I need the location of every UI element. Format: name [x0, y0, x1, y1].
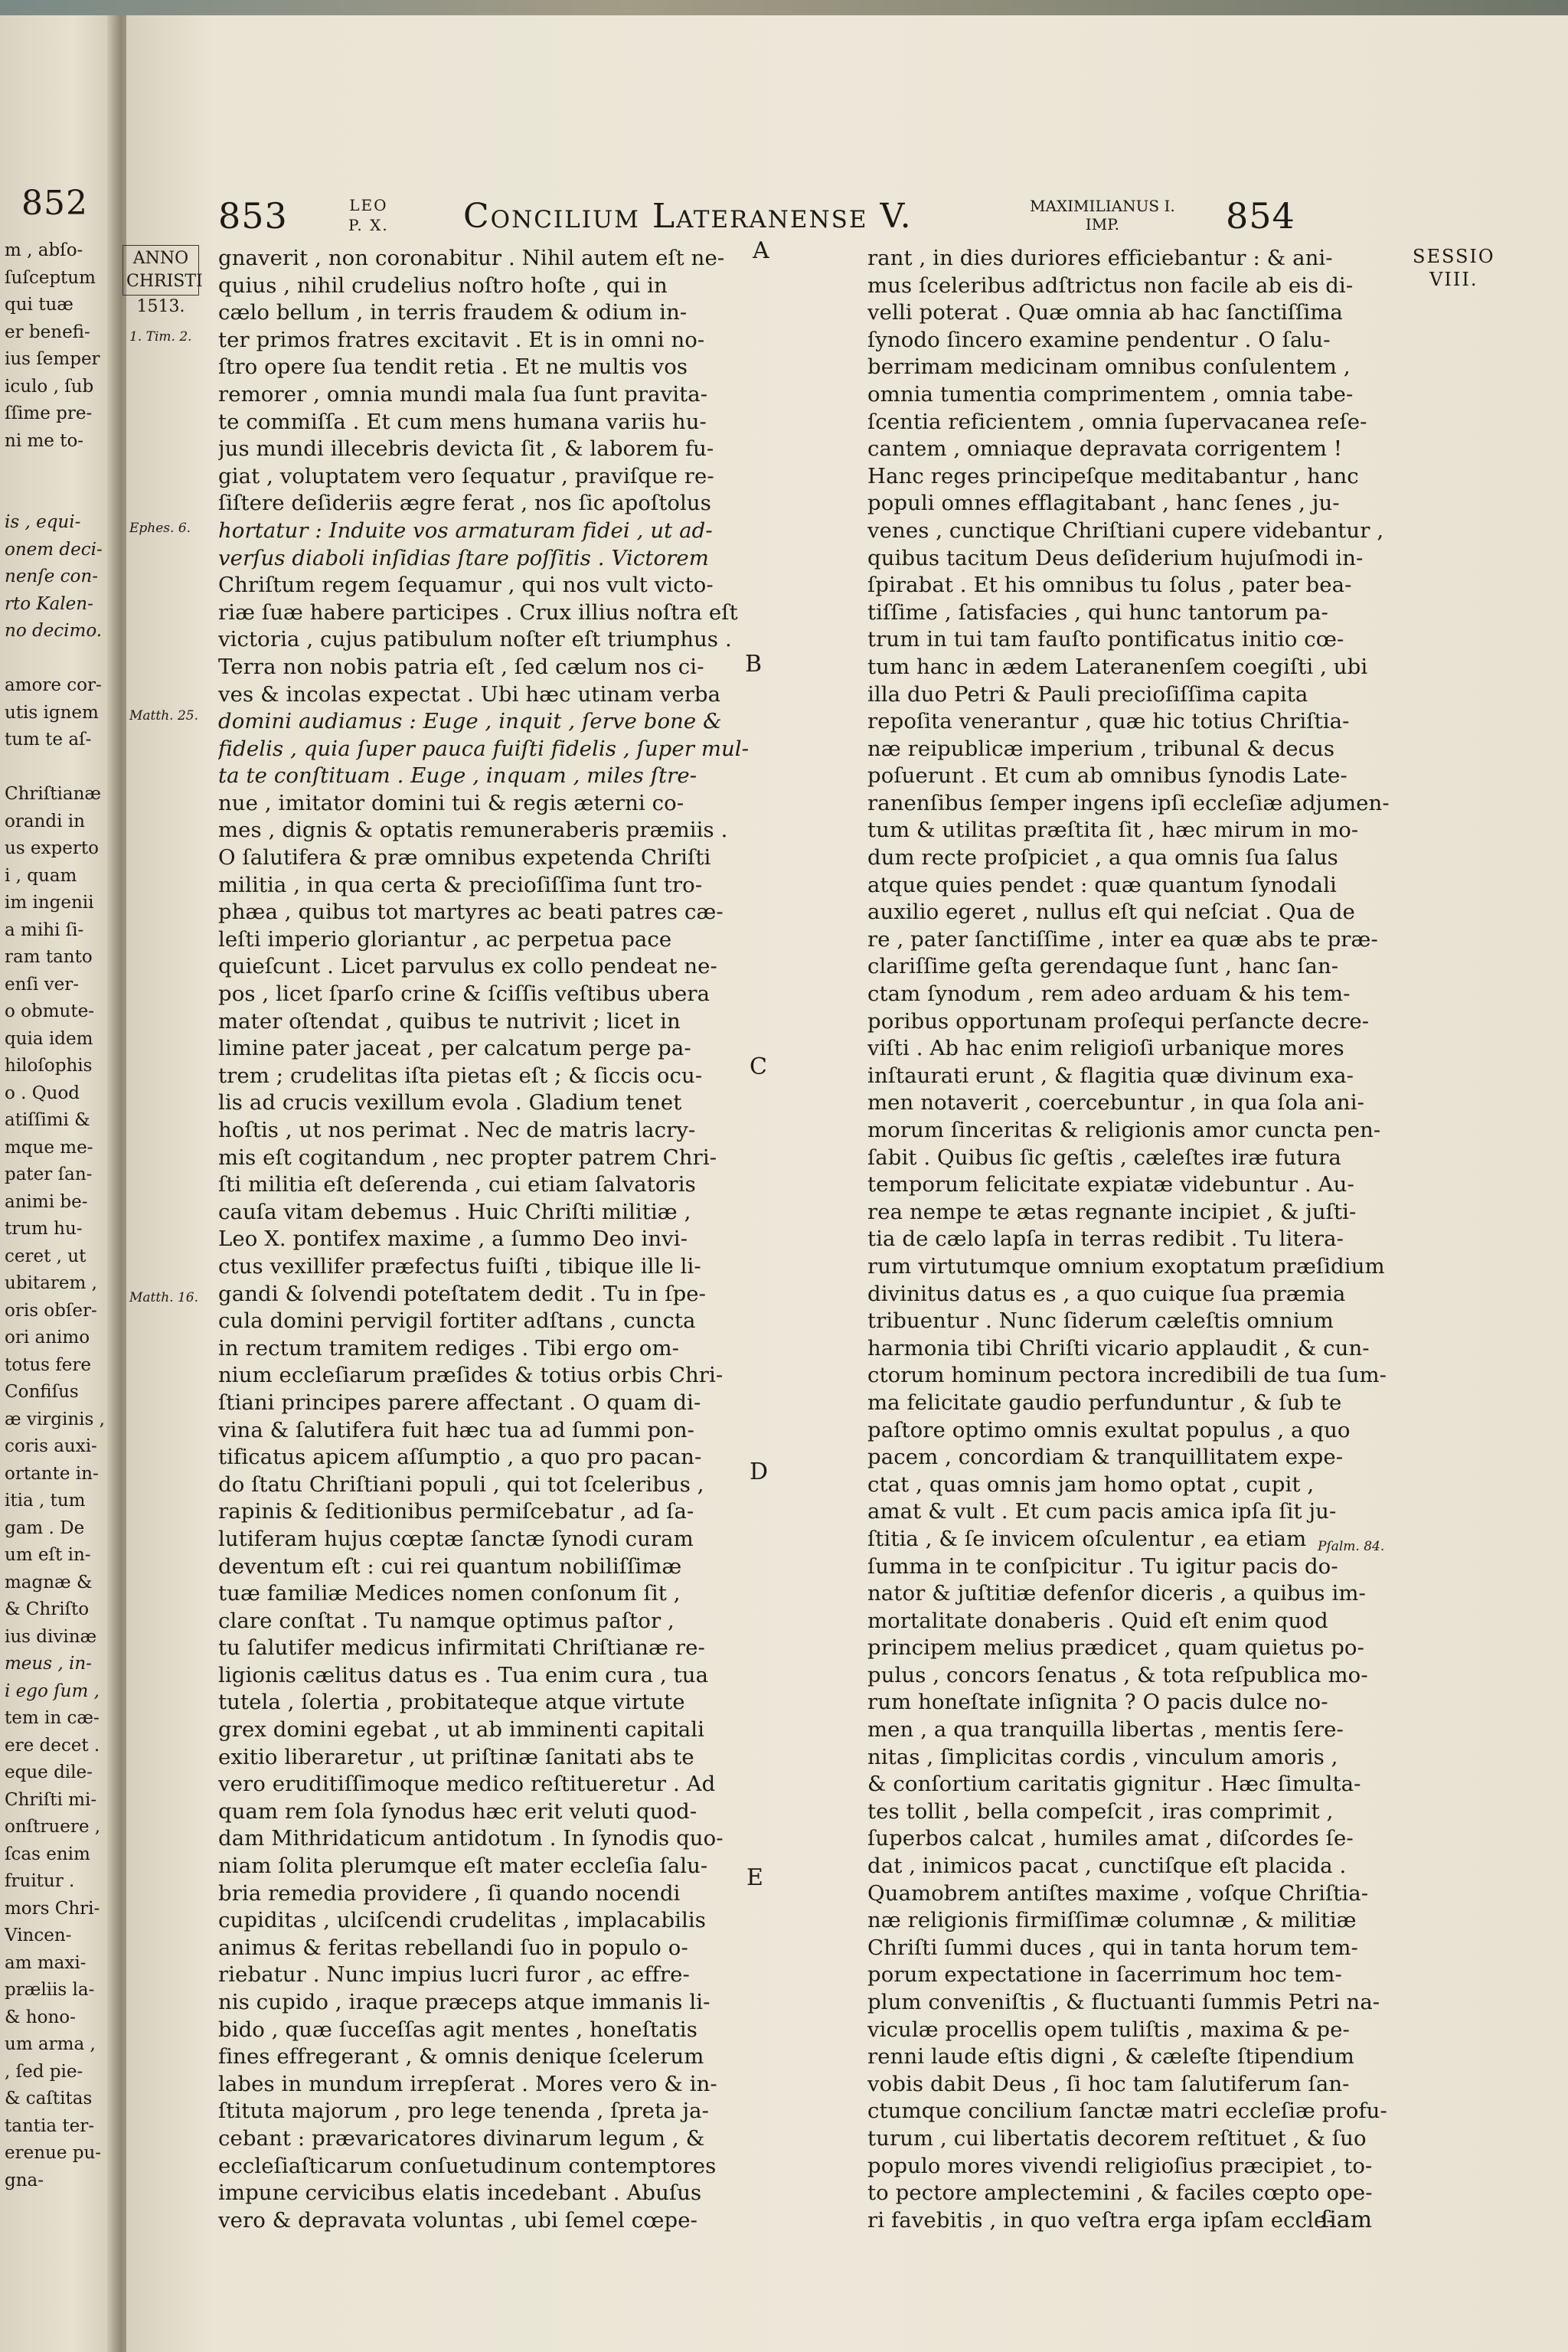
text-line: O ſalutifera & præ omnibus expetenda Chriſti: [218, 845, 711, 871]
text-line: rant , in dies duriores efficiebantur : & ani-: [867, 246, 1333, 270]
text-line: & conſortium caritatis gignitur . Hæc ſimulta-: [867, 1772, 1361, 1797]
left-page-line: i ego ſum ,: [5, 1681, 100, 1701]
left-page-line: pater ſan-: [5, 1165, 93, 1184]
text-line: pos , licet ſparſo crine & ſciſſis veſtibus ubera: [218, 982, 710, 1007]
text-line: tia de cælo lapſa in terras redibit . Tu litera-: [867, 1227, 1344, 1252]
left-page-line: utis ignem: [5, 702, 99, 723]
left-page-line: ceret , ut: [5, 1246, 87, 1266]
left-page-line: oris obſer-: [5, 1300, 97, 1321]
text-line: ri favebitis , in quo veſtra erga ipſam eccle-: [867, 2207, 1334, 2233]
text-line: clare conſtat . Tu namque optimus paſtor ,: [218, 1608, 675, 1633]
text-line: omnia tumentia comprimentem , omnia tabe-: [867, 381, 1354, 407]
text-line: Chriſti ſummi duces , qui in tanta horum tem-: [867, 1935, 1358, 1960]
emperor-name: MAXIMILIANUS I.: [1030, 197, 1175, 215]
text-line: riæ ſuæ habere participes . Crux illius noſtra eſt: [218, 599, 738, 625]
text-line: clariſſime geſta gerendaque ſunt , hanc ſan-: [867, 954, 1339, 979]
left-page-line: ere decet .: [5, 1735, 100, 1756]
text-line: ctat , quas omnis jam homo optat , cupit ,: [867, 1472, 1315, 1497]
left-page-line: gam . De: [5, 1517, 85, 1538]
left-page-line: meus , in-: [5, 1654, 92, 1674]
text-line: ctumque concilium ſanctæ matri eccleſiæ profu-: [867, 2099, 1387, 2124]
text-line: harmonia tibi Chriſti vicario applaudit , & cun-: [867, 1335, 1370, 1361]
text-line: ſtiani principes parere affectant . O quam di-: [218, 1390, 701, 1415]
left-page-line: animi be-: [5, 1191, 88, 1212]
text-line: fines effregerant , & omnis denique ſcelerum: [218, 2044, 704, 2069]
left-page-line: Confiſus: [5, 1382, 79, 1402]
text-line: pulus , concors ſenatus , & tota reſpublica mo-: [867, 1662, 1368, 1687]
margin-note-matth25: Matth. 25.: [129, 708, 198, 724]
text-line: cauſa vitam debemus . Huic Chriſti militiæ ,: [218, 1199, 691, 1224]
text-line: vero eruditiſſimoque medico reſtitueretur . Ad: [218, 1772, 716, 1797]
left-page-line: [5, 754, 119, 782]
text-line: ſuperbos calcat , humiles amat , diſcordes ſe-: [867, 1826, 1354, 1851]
text-line: principem melius prædicet , quam quietus po-: [867, 1635, 1364, 1661]
left-page-line: ortante in-: [5, 1463, 99, 1484]
text-line: quibus tacitum Deus deſiderium hujuſmodi in-: [867, 545, 1364, 570]
text-line: mus ſceleribus adſtrictus non facile ab eis di-: [867, 273, 1354, 298]
text-line: eccleſiaſticarum conſuetudinum contemptores: [218, 2153, 717, 2178]
left-page-line: mors Chri-: [5, 1898, 100, 1919]
left-page-line: amore cor-: [5, 675, 102, 695]
text-line: ſcentia reficientem , omnia ſupervacanea reſe-: [867, 409, 1367, 434]
text-line: gnaverit , non coronabitur . Nihil autem eſt ne-: [218, 246, 725, 270]
left-page-number: 852: [21, 184, 88, 223]
text-line: ſpirabat . Et his omnibus tu ſolus , pater bea-: [867, 573, 1352, 598]
text-line: quieſcunt . Licet parvulus ex collo pendeat ne-: [218, 954, 717, 979]
text-line: ctorum hominum pectora incredibili de tua ſum-: [867, 1363, 1387, 1388]
text-line: mortalitate donaberis . Quid eſt enim quod: [867, 1608, 1328, 1633]
emperor-title: IMP.: [1085, 215, 1119, 234]
year-anno: ANNO: [132, 249, 189, 268]
margin-note-psalm: Pſalm. 84.: [1318, 1539, 1385, 1554]
text-line: nis cupido , iraque præceps atque immanis li-: [218, 1990, 710, 2014]
section-letter-c: C: [750, 1054, 767, 1080]
text-line: ſumma in te conſpicitur . Tu igitur pacis do-: [867, 1553, 1338, 1579]
text-line: ſabit . Quibus ſic geſtis , cæleſtes iræ futura: [867, 1145, 1341, 1170]
pope-heading: [348, 195, 389, 235]
text-line: ctam ſynodum , rem adeo arduam & his tem-: [867, 982, 1351, 1007]
page-title: Concilium Lateranense V.: [463, 197, 913, 236]
text-line: renni laude eſtis digni , & cæleſte ſtipendium: [867, 2044, 1354, 2069]
text-line: plum conveniſtis , & fluctuanti ſummis Petri na-: [867, 1990, 1380, 2014]
left-page-line: qui tuæ: [5, 295, 74, 315]
left-page-line: mque me-: [5, 1137, 93, 1158]
left-page-line: trum hu-: [5, 1219, 83, 1239]
text-column-left: [218, 245, 831, 2234]
year-note: [122, 245, 203, 318]
left-page-text: [5, 237, 119, 2194]
text-line: dum recte proſpiciet , a qua omnis ſua ſalus: [867, 845, 1338, 871]
left-page-line: fruitur .: [5, 1871, 75, 1891]
left-page-line: ſſime pre-: [5, 403, 93, 423]
left-page-line: , ſed pie-: [5, 2061, 83, 2082]
text-line: cantem , omniaque depravata corrigentem !: [867, 436, 1343, 462]
left-page-line: quia idem: [5, 1028, 93, 1049]
left-page-line: ſuſceptum: [5, 267, 96, 288]
text-line: dat , inimicos pacat , cunctiſque eſt placida .: [867, 1854, 1347, 1879]
text-line: ſtituta majorum , pro lege tenenda , ſpreta ja-: [218, 2099, 709, 2124]
page-number-left: 853: [218, 195, 288, 237]
text-line: to pectore amplectemini , & faciles cœpto ope-: [867, 2180, 1373, 2206]
text-line: nitas , ſimplicitas cordis , vinculum amoris ,: [867, 1744, 1338, 1769]
text-line: Leo X. pontifex maxime , a ſummo Deo invi-: [218, 1227, 688, 1252]
left-page-line: Chriſtianæ: [5, 784, 102, 804]
text-line: næ religionis firmiſſimæ columnæ , & militiæ: [867, 1908, 1357, 1933]
text-line: niam ſolita plerumque eſt mater eccleſia ſalu-: [218, 1854, 708, 1879]
left-page-line: ori animo: [5, 1328, 90, 1348]
left-page-line: atiſſimi &: [5, 1110, 90, 1130]
left-page-line: tem in cæ-: [5, 1708, 100, 1728]
text-line: grex domini egebat , ut ab imminenti capitali: [218, 1717, 704, 1743]
text-line: ves & incolas expectat . Ubi hæc utinam verba: [218, 681, 721, 707]
left-page-line: iculo , ſub: [5, 376, 94, 397]
year-christi: CHRISTI: [126, 272, 203, 291]
left-page-line: ram tanto: [5, 947, 93, 967]
text-line: militia , in qua certa & precioſiſſima ſunt tro-: [218, 872, 703, 897]
left-page-line: um arma ,: [5, 2034, 96, 2054]
text-line: Terra non nobis patria eſt , ſed cælum nos ci-: [218, 654, 704, 679]
text-line: impune cervicibus elatis incedebant . Abuſus: [218, 2180, 702, 2206]
main-page: [126, 15, 1568, 2352]
text-line: trum in tui tam fauſto pontificatus initio cœ-: [867, 627, 1344, 652]
text-line: rea nempe te ætas regnante incipiet , & juſti-: [867, 1199, 1357, 1224]
section-letter-e: E: [746, 1864, 763, 1891]
left-page-line: erenue pu-: [5, 2143, 102, 2163]
text-line: do ſtatu Chriſtiani populi , qui tot ſceleribus ,: [218, 1472, 704, 1497]
text-line: hoſtis , ut nos perimat . Nec de matris lacry-: [218, 1118, 696, 1142]
left-page-line: & Chriſto: [5, 1599, 90, 1619]
left-page-line: m , abſo-: [5, 240, 83, 260]
left-page-line: eque dile-: [5, 1762, 93, 1782]
text-line: auxilio egeret , nullus eſt qui neſciat . Qua de: [867, 900, 1355, 925]
left-page-line: [5, 455, 119, 482]
text-line: exitio liberaretur , ut priſtinæ ſanitati abs te: [218, 1744, 694, 1769]
text-line: lis ad crucis vexillum evola . Gladium tenet: [218, 1090, 682, 1116]
left-page-line: um eſt in-: [5, 1545, 91, 1565]
text-line: rum honeſtate inſignita ? O pacis dulce no-: [867, 1690, 1328, 1715]
left-page-line: orandi in: [5, 811, 85, 831]
text-line: domini audiamus : Euge , inquit , ſerve bone &: [218, 709, 722, 734]
text-line: berrimam medicinam omnibus conſulentem ,: [867, 354, 1351, 380]
emperor-heading: [1030, 197, 1175, 234]
text-line: nium eccleſiarum præſides & totius orbis Chri-: [218, 1363, 724, 1388]
text-line: ta te conſtituam . Euge , inquam , miles ſtre-: [218, 763, 697, 789]
text-line: verſus diaboli inſidias ſtare poſſitis . Victorem: [218, 545, 709, 570]
text-column-right: [867, 245, 1442, 2234]
margin-note-ephes: Ephes. 6.: [129, 521, 191, 536]
text-line: turum , cui libertatis decorem reſtituet , & ſuo: [867, 2125, 1367, 2151]
text-line: men , a qua tranquilla libertas , mentis ſere-: [867, 1717, 1344, 1743]
text-line: cebant : prævaricatores divinarum legum , &: [218, 2125, 705, 2151]
left-page-line: [5, 482, 119, 510]
session-label: SESSIO: [1413, 246, 1495, 267]
text-line: deventum eſt : cui rei quantum nobiliſſimæ: [218, 1553, 682, 1579]
left-page-line: ius divinæ: [5, 1626, 97, 1647]
left-page-line: coris auxi-: [5, 1436, 97, 1456]
text-line: divinitus datus es , a quo cuique ſua præmia: [867, 1281, 1346, 1306]
text-line: re , pater ſanctiſſime , inter ea quæ abs te præ-: [867, 926, 1378, 952]
text-line: mis eſt cogitandum , nec propter patrem Chri-: [218, 1145, 717, 1170]
text-line: ligionis cælitus datus es . Tua enim cura , tua: [218, 1662, 709, 1687]
year-box: [122, 245, 203, 296]
text-line: animus & feritas rebellandi ſuo in populo o-: [218, 1935, 688, 1960]
text-line: ſtro opere ſua tendit retia . Et ne multis vos: [218, 354, 688, 380]
text-line: ſiſtere deſideriis ægre ferat , nos ſic apoſtolus: [218, 491, 711, 516]
left-page-line: ſcas enim: [5, 1844, 90, 1864]
left-page-line: totus fere: [5, 1354, 91, 1375]
text-line: men notaverit , coercebuntur , in qua ſola ani-: [867, 1090, 1365, 1116]
left-page-line: hiloſophis: [5, 1056, 93, 1076]
text-line: tu ſalutifer medicus infirmitati Chriſtianæ re-: [218, 1635, 705, 1661]
text-line: ranenſibus ſemper ingens ipſi eccleſiæ adjumen-: [867, 790, 1390, 815]
text-line: cula domini pervigil fortiter adſtans , cuncta: [218, 1308, 696, 1334]
text-line: victoria , cujus patibulum noſter eſt triumphus .: [218, 627, 732, 652]
year-value: 1513.: [136, 297, 185, 316]
text-line: quam rem ſola ſynodus hæc erit veluti quod-: [218, 1798, 697, 1824]
text-line: paſtore optimo omnis exultat populus , a quo: [867, 1417, 1351, 1442]
margin-note-tim: 1. Tim. 2.: [129, 329, 192, 345]
text-line: labes in mundum irrepſerat . Mores vero & in-: [218, 2071, 717, 2096]
text-line: vobis dabit Deus , ſi hoc tam ſalutiferum ſan-: [867, 2071, 1350, 2096]
text-line: tes tollit , bella compeſcit , iras comprimit ,: [867, 1798, 1334, 1824]
text-line: in rectum tramitem rediges . Tibi ergo om-: [218, 1335, 680, 1361]
text-line: amat & vult . Et cum pacis amica ipſa ſit ju-: [867, 1499, 1337, 1524]
left-page-line: præliis la-: [5, 1980, 95, 2000]
left-page-line: us experto: [5, 838, 99, 858]
text-line: tutela , ſolertia , probitateque atque virtute: [218, 1690, 685, 1715]
text-line: cælo bellum , in terris fraudem & odium in-: [218, 300, 688, 325]
text-line: poſuerunt . Et cum ab omnibus ſynodis Late-: [867, 763, 1348, 789]
left-page-line: er benefi-: [5, 322, 90, 342]
text-line: inſtaurati erunt , & flagitia quæ divinum exa-: [867, 1063, 1354, 1088]
text-line: tificatus apicem aſſumptio , a quo pro pacan-: [218, 1445, 702, 1470]
text-line: ter primos fratres excitavit . Et is in omni no-: [218, 327, 705, 352]
text-line: atque quies pendet : quæ quantum ſynodali: [867, 872, 1337, 897]
text-line: viculæ procellis opem tuliſtis , maxima & pe-: [867, 2017, 1350, 2042]
text-line: Chriſtum regem ſequamur , qui nos vult victo-: [218, 573, 714, 598]
left-page-line: [5, 645, 119, 673]
left-page-line: no decimo.: [5, 621, 103, 641]
left-page-line: ni me to-: [5, 430, 84, 451]
text-line: trem ; crudelitas iſta pietas eſt ; & ſiccis ocu-: [218, 1063, 703, 1088]
left-page-line: Chriſti mi-: [5, 1789, 97, 1810]
text-line: jus mundi illecebris devicta ſit , & laborem fu-: [218, 436, 714, 462]
pope-name: LEO: [349, 196, 388, 214]
margin-note-matth16: Matth. 16.: [129, 1290, 198, 1305]
text-line: repoſita venerantur , quæ hic totius Chriſtia-: [867, 709, 1350, 734]
text-line: hortatur : Induite vos armaturam fidei , ut ad-: [218, 518, 713, 543]
left-page-line: onem deci-: [5, 539, 103, 560]
left-page-line: is , equi-: [5, 512, 81, 532]
text-line: rapinis & ſeditionibus permiſcebatur , ad ſa-: [218, 1499, 694, 1524]
text-line: ma felicitate gaudio perfunduntur , & ſub te: [867, 1390, 1342, 1415]
text-line: tum hanc in ædem Lateranenſem coegiſti , ubi: [867, 654, 1368, 679]
left-page-line: tantia ter-: [5, 2115, 95, 2136]
text-line: venes , cunctique Chriſtiani cupere videbantur ,: [867, 518, 1384, 543]
text-line: giat , voluptatem vero ſequatur , praviſque re-: [218, 463, 714, 488]
text-line: ſynodo ſincero examine pendentur . O ſalu-: [867, 327, 1331, 352]
text-line: mes , dignis & optatis remuneraberis præmiis .: [218, 818, 728, 843]
text-line: illa duo Petri & Pauli precioſiſſima capita: [867, 681, 1308, 707]
text-line: vero & depravata voluntas , ubi ſemel cœpe-: [218, 2207, 697, 2233]
text-line: tiſſime , ſatisfacies , qui hunc tantorum pa-: [867, 599, 1328, 625]
text-line: næ reipublicæ imperium , tribunal & decus: [867, 736, 1335, 761]
left-page-line: rto Kalen-: [5, 593, 93, 614]
text-line: viſti . Ab hac enim religioſi urbanique mores: [867, 1036, 1344, 1061]
text-line: velli poterat . Quæ omnia ab hac ſanctiſſima: [867, 300, 1343, 325]
text-line: nue , imitator domini tui & regis æterni co-: [218, 790, 684, 815]
text-line: te commiſſa . Et cum mens humana variis hu-: [218, 409, 707, 434]
section-letter-d: D: [750, 1459, 769, 1485]
left-page-line: ubitarem ,: [5, 1273, 97, 1293]
left-page-line: tum te aſ-: [5, 730, 92, 750]
left-page-line: Vincen-: [5, 1926, 72, 1945]
left-page-line: i , quam: [5, 865, 77, 886]
left-page-line: ius ſemper: [5, 349, 100, 369]
text-line: morum ſinceritas & religionis amor cuncta pen-: [867, 1118, 1381, 1142]
text-line: poribus opportunam proſequi perſancte decre-: [867, 1008, 1370, 1034]
section-letter-a: A: [753, 237, 769, 264]
left-page-line: im ingenii: [5, 893, 94, 913]
text-line: nator & juſtitiæ defenſor diceris , a quibus im-: [867, 1581, 1366, 1606]
text-line: quius , nihil crudelius noſtro hoſte , qui in: [218, 273, 668, 298]
left-page-line: itia , tum: [5, 1491, 86, 1511]
text-line: leſti imperio gloriantur , ac perpetua pace: [218, 926, 672, 952]
left-page-line: a mihi ſi-: [5, 920, 84, 940]
left-page: [0, 15, 122, 2352]
text-line: ſtitia , & ſe invicem oſculentur , ea etiam: [867, 1526, 1307, 1551]
text-line: rum virtutumque omnium exoptatum præſidium: [867, 1253, 1385, 1279]
left-page-line: o . Quod: [5, 1083, 80, 1103]
text-line: vina & ſalutifera fuit hæc tua ad ſummi pon-: [218, 1417, 695, 1442]
left-page-line: am maxi-: [5, 1952, 87, 1973]
text-line: tribuentur . Nunc ſiderum cæleſtis omnium: [867, 1308, 1334, 1334]
text-line: Hanc reges principeſque meditabantur , hanc: [867, 463, 1359, 488]
left-page-line: æ virginis ,: [5, 1409, 105, 1429]
text-line: temporum felicitate expiatæ videbuntur . Au-: [867, 1172, 1354, 1197]
text-line: tuæ familiæ Medices nomen conſonum ſit ,: [218, 1581, 681, 1606]
catchword: ſiam: [1321, 2207, 1373, 2233]
text-line: porum expectatione in ſacerrimum hoc tem-: [867, 1962, 1342, 1988]
text-line: cupiditas , ulciſcendi crudelitas , implacabilis: [218, 1908, 706, 1933]
left-page-line: gna-: [5, 2170, 44, 2190]
session-number: VIII.: [1429, 269, 1478, 290]
text-line: pacem , concordiam & tranquillitatem expe-: [867, 1445, 1344, 1470]
text-line: fidelis , quia ſuper pauca fuiſti fidelis , ſuper mul-: [218, 736, 750, 761]
text-line: bria remedia providere , ſi quando nocendi: [218, 1880, 681, 1906]
left-page-line: enſi ver-: [5, 974, 79, 995]
text-line: dam Mithridaticum antidotum . In ſynodis quo-: [218, 1826, 724, 1851]
text-line: tum & utilitas præſtita ſit , hæc mirum in mo-: [867, 818, 1359, 843]
left-page-line: onſtruere ,: [5, 1817, 101, 1837]
text-line: remorer , omnia mundi mala ſua ſunt pravita-: [218, 381, 708, 407]
text-line: bido , quæ ſucceſſas agit mentes , honeſtatis: [218, 2017, 697, 2042]
left-page-line: o obmute-: [5, 1001, 94, 1021]
text-line: ctus vexillifer præfectus fuiſti , tibique ille li-: [218, 1253, 701, 1279]
text-line: populi omnes efflagitabant , hanc ſenes , ju-: [867, 491, 1340, 516]
left-page-line: magnæ &: [5, 1572, 93, 1592]
text-line: gandi & ſolvendi poteſtatem dedit . Tu in ſpe-: [218, 1281, 707, 1306]
text-line: riebatur . Nunc impius lucri furor , ac effre-: [218, 1962, 690, 1988]
left-page-line: & caſtitas: [5, 2089, 93, 2109]
text-line: phæa , quibus tot martyres ac beati patres cæ-: [218, 900, 724, 925]
page-number-right: 854: [1226, 195, 1295, 237]
pope-number: P. X.: [348, 216, 389, 234]
text-line: ſti militia eſt deſerenda , cui etiam ſalvatoris: [218, 1172, 696, 1197]
text-line: Quamobrem antiſtes maxime , voſque Chriſtia-: [867, 1880, 1369, 1906]
text-line: populo mores vivendi religioſius præcipiet , to-: [867, 2153, 1373, 2178]
left-page-line: nenſe con-: [5, 567, 98, 586]
left-page-line: & hono-: [5, 2007, 76, 2027]
text-line: mater oſtendat , quibus te nutrivit ; licet in: [218, 1008, 681, 1034]
text-line: limine pater jaceat , per calcatum perge pa-: [218, 1036, 691, 1061]
section-letter-b: B: [745, 651, 763, 678]
text-line: lutiferam hujus cœptæ ſanctæ ſynodi curam: [218, 1526, 694, 1551]
